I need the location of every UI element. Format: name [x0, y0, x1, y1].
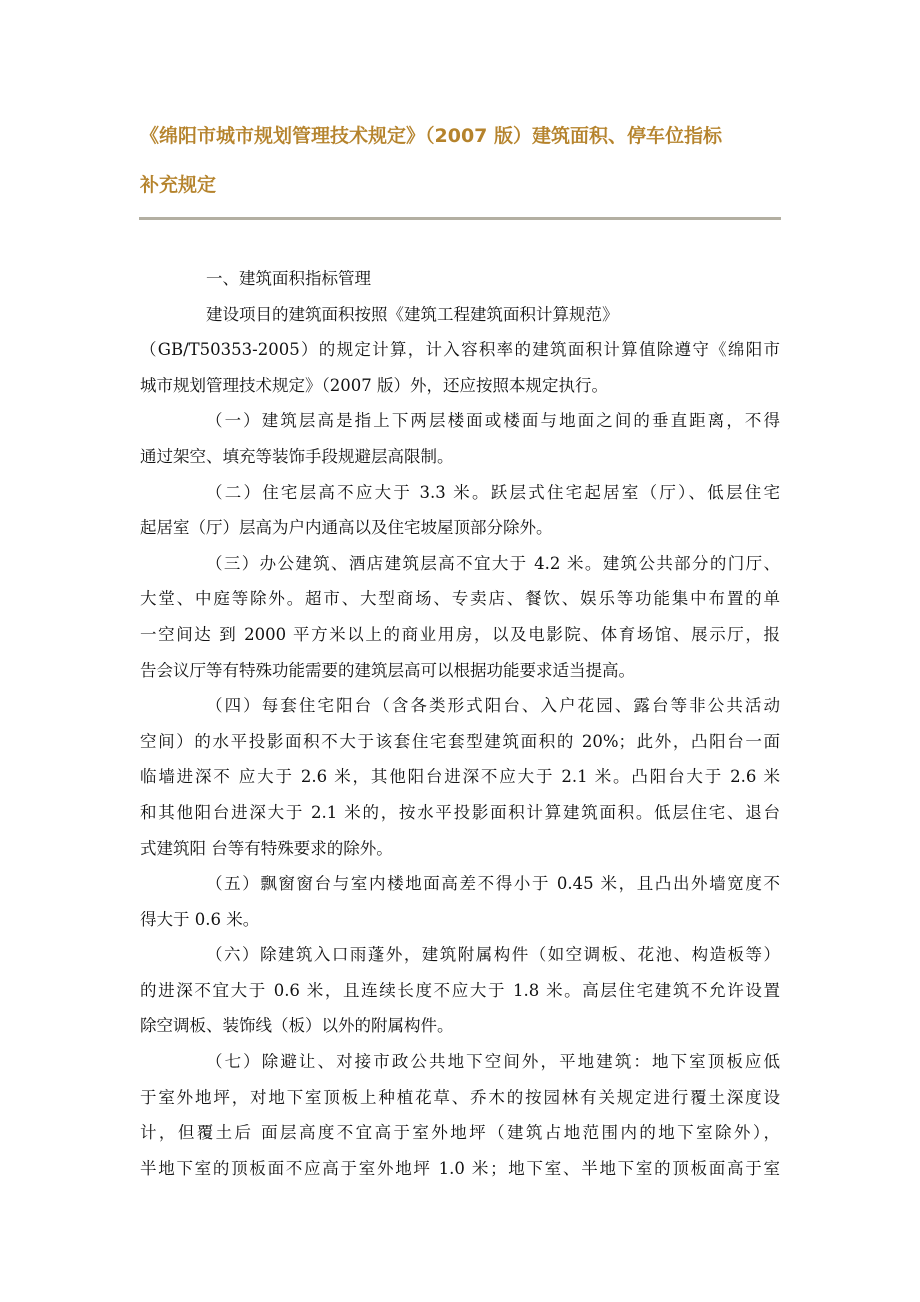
text-line: 空间）的水平投影面积不大于该套住宅套型建筑面积的 20%；此外，凸阳台一面 — [140, 731, 780, 751]
text-line: （四）每套住宅阳台（含各类形式阳台、入户花园、露台等非公共活动 — [206, 696, 780, 716]
paragraph — [140, 866, 780, 937]
text-line: 的进深不宜大于 0.6 米，且连续长度不应大于 1.8 米。高层住宅建筑不允许设置 — [140, 980, 780, 1000]
text-line: 于室外地坪，对地下室顶板上种植花草、乔木的按园林有关规定进行覆土深度设 — [140, 1087, 780, 1107]
text-line: 大堂、中庭等除外。超市、大型商场、专卖店、餐饮、娱乐等功能集中布置的单 — [140, 589, 780, 609]
text-line: 通过架空、填充等装饰手段规避层高限制。 — [140, 446, 454, 466]
text-line: 半地下室的顶板面不应高于室外地坪 1.0 米；地下室、半地下室的顶板面高于室 — [140, 1158, 780, 1178]
text-line: 计，但覆土后 面层高度不宜高于室外地坪（建筑占地范围内的地下室除外）， — [140, 1123, 780, 1143]
title-line: 补充规定 — [140, 174, 217, 196]
document-title — [140, 112, 785, 210]
text-line: 告会议厅等有特殊功能需要的建筑层高可以根据功能要求适当提高。 — [140, 660, 635, 680]
text-line: 得大于 0.6 米。 — [140, 909, 260, 929]
text-line: 和其他阳台进深大于 2.1 米的，按水平投影面积计算建筑面积。低层住宅、退台 — [140, 802, 780, 822]
text-line: （二）住宅层高不应大于 3.3 米。跃层式住宅起居室（厅）、低层住宅 — [206, 482, 780, 502]
text-line: （六）除建筑入口雨蓬外，建筑附属构件（如空调板、花池、构造板等） — [206, 945, 780, 965]
paragraph — [140, 297, 780, 404]
text-line: （一）建筑层高是指上下两层楼面或楼面与地面之间的垂直距离，不得 — [206, 411, 780, 431]
document-body — [140, 261, 780, 1186]
text-line: （三）办公建筑、酒店建筑层高不宜大于 4.2 米。建筑公共部分的门厅、 — [206, 553, 780, 573]
text-line: 一、建筑面积指标管理 — [206, 269, 371, 288]
text-line: 式建筑阳 台等有特殊要求的除外。 — [140, 838, 393, 858]
text-line: 城市规划管理技术规定》（2007 版）外，还应按照本规定执行。 — [140, 375, 608, 395]
text-line: 一空间达 到 2000 平方米以上的商业用房，以及电影院、体育场馆、展示厅，报 — [140, 624, 780, 644]
paragraph — [140, 937, 780, 1044]
paragraph — [140, 546, 780, 688]
paragraph — [140, 1044, 780, 1186]
text-line: （七）除避让、对接市政公共地下空间外，平地建筑：地下室顶板应低 — [206, 1052, 780, 1072]
text-line: 临墙进深不 应大于 2.6 米，其他阳台进深不应大于 2.1 米。凸阳台大于 2.6 米 — [140, 767, 780, 787]
text-line: 除空调板、装饰线（板）以外的附属构件。 — [140, 1016, 454, 1036]
title-line: 《绵阳市城市规划管理技术规定》（2007 版）建筑面积、停车位指标 — [140, 125, 722, 147]
text-line: 建设项目的建筑面积按照《建筑工程建筑面积计算规范》 — [206, 304, 619, 324]
text-line: （五）飘窗窗台与室内楼地面高差不得小于 0.45 米，且凸出外墙宽度不 — [206, 874, 780, 894]
section-heading — [140, 261, 780, 297]
paragraph — [140, 688, 780, 866]
text-line: （GB/T50353-2005）的规定计算，计入容积率的建筑面积计算值除遵守《绵阳市 — [140, 340, 780, 360]
text-line: 起居室（厅）层高为户内通高以及住宅坡屋顶部分除外。 — [140, 518, 553, 538]
paragraph — [140, 475, 780, 546]
title-divider — [139, 217, 781, 220]
paragraph — [140, 403, 780, 474]
